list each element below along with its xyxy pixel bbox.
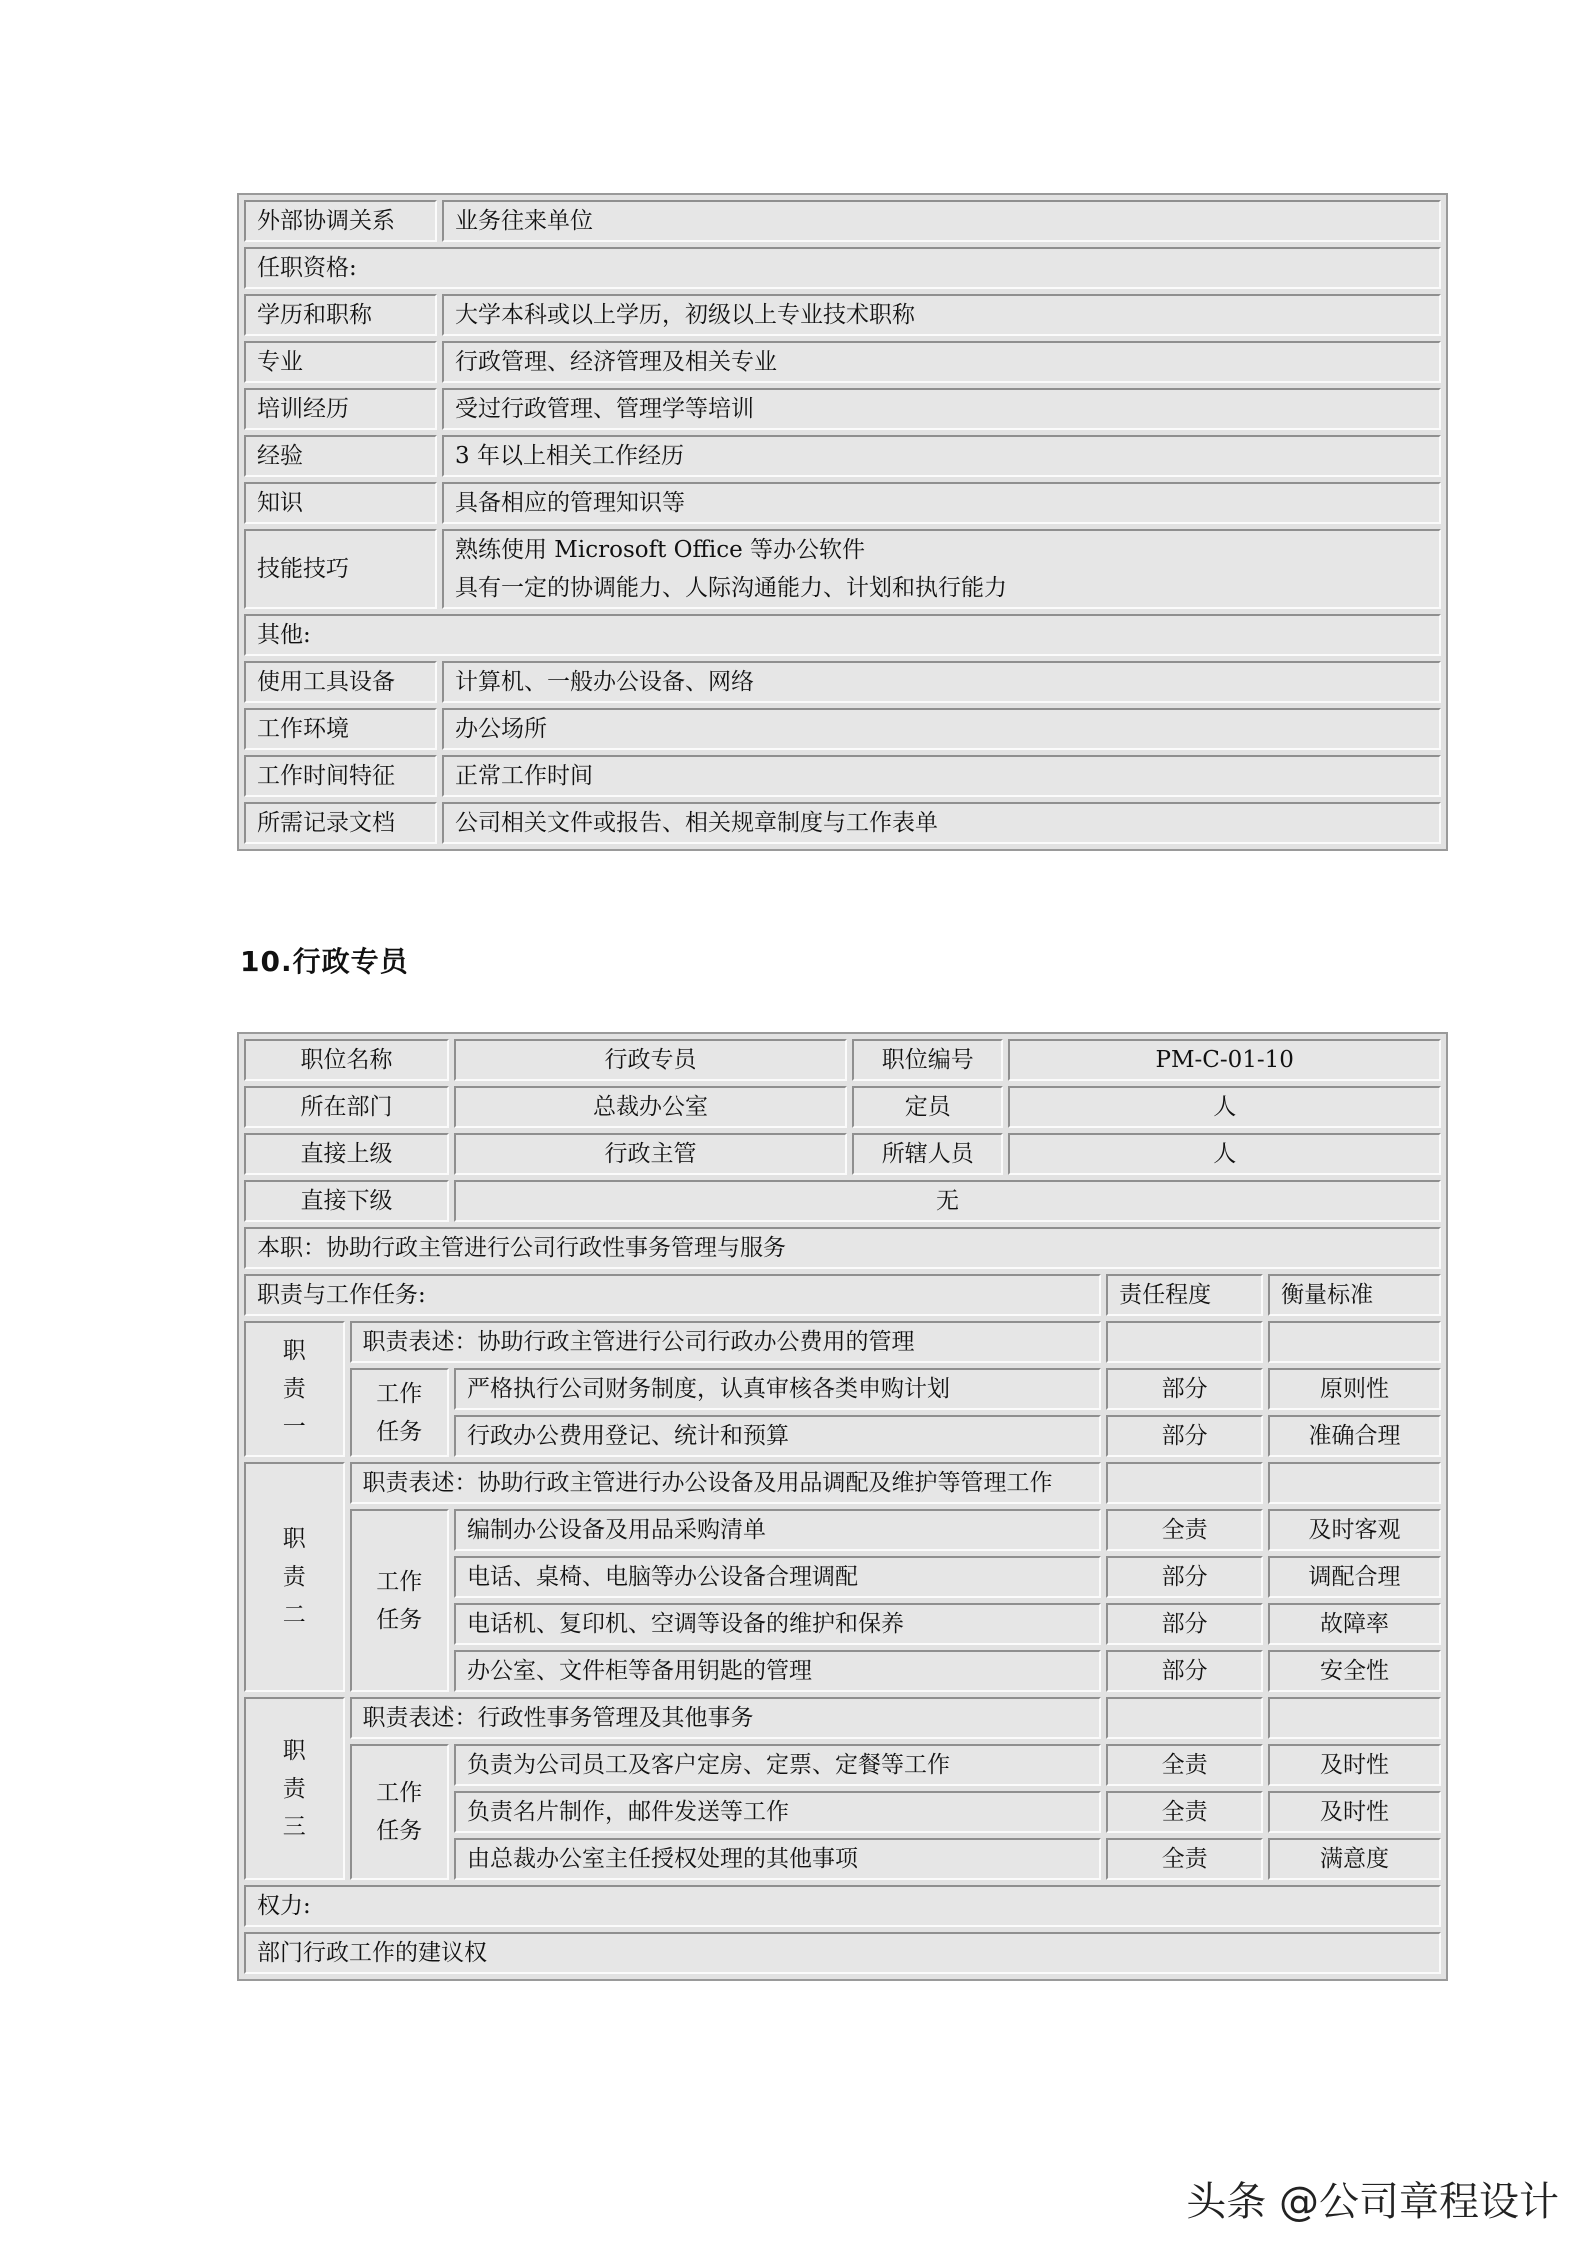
task-text: 电话、桌椅、电脑等办公设备合理调配	[454, 1556, 1101, 1598]
empty-cell	[1268, 1462, 1441, 1504]
duty-desc: 职责表述：协助行政主管进行办公设备及用品调配及维护等管理工作	[350, 1462, 1102, 1504]
task-text: 行政办公费用登记、统计和预算	[454, 1415, 1101, 1457]
task-resp: 全责	[1106, 1838, 1263, 1880]
cell-label: 专业	[244, 341, 437, 383]
table-row	[244, 1133, 1441, 1175]
task-resp: 全责	[1106, 1509, 1263, 1551]
table-row	[244, 294, 1441, 336]
empty-cell	[1268, 1321, 1441, 1363]
table-row	[244, 802, 1441, 844]
task-label	[350, 1368, 449, 1457]
superior-label: 直接上级	[244, 1133, 449, 1175]
cell-value: 业务往来单位	[442, 200, 1441, 242]
cell-label: 使用工具设备	[244, 661, 437, 703]
table-row	[244, 247, 1441, 289]
cell-value: 计算机、一般办公设备、网络	[442, 661, 1441, 703]
table-row	[244, 1932, 1441, 1974]
task-measure: 及时性	[1268, 1791, 1441, 1833]
table-row	[244, 1227, 1441, 1269]
quota-label: 定员	[852, 1086, 1003, 1128]
table-row	[244, 755, 1441, 797]
task-measure: 准确合理	[1268, 1415, 1441, 1457]
task-measure: 故障率	[1268, 1603, 1441, 1645]
task-measure: 调配合理	[1268, 1556, 1441, 1598]
task-label-line: 任务	[376, 1606, 423, 1633]
cell-label: 工作环境	[244, 708, 437, 750]
duty-summary: 本职：协助行政主管进行公司行政性事务管理与服务	[244, 1227, 1441, 1269]
duty-label	[244, 1697, 345, 1880]
task-text: 编制办公设备及用品采购清单	[454, 1509, 1101, 1551]
task-label	[350, 1509, 449, 1692]
table-row	[244, 1274, 1441, 1316]
cell-value: 行政管理、经济管理及相关专业	[442, 341, 1441, 383]
table-row	[244, 435, 1441, 477]
duty-char: 二	[282, 1602, 306, 1628]
skill-line: 熟练使用 Microsoft Office 等办公软件	[455, 537, 866, 563]
table-row	[244, 341, 1441, 383]
empty-cell	[1106, 1697, 1263, 1739]
duty-char: 职	[282, 1737, 306, 1764]
watermark: 头条 @公司章程设计	[1186, 2179, 1559, 2225]
table-row	[244, 614, 1441, 656]
job-description-table	[237, 1032, 1448, 1981]
table-row	[244, 388, 1441, 430]
table-row	[244, 482, 1441, 524]
duty-char: 责	[282, 1376, 306, 1402]
cell-label: 学历和职称	[244, 294, 437, 336]
task-text: 严格执行公司财务制度，认真审核各类申购计划	[454, 1368, 1101, 1410]
cell-label: 外部协调关系	[244, 200, 437, 242]
duty-char: 责	[282, 1564, 306, 1590]
table-row	[244, 1368, 1441, 1410]
power-header: 权力:	[244, 1885, 1441, 1927]
duty-char: 责	[282, 1775, 306, 1802]
table-row	[244, 1697, 1441, 1739]
position-name-value: 行政专员	[454, 1039, 847, 1081]
tasks-header: 职责与工作任务:	[244, 1274, 1101, 1316]
table-row	[244, 1509, 1441, 1551]
table-row	[244, 1086, 1441, 1128]
task-resp: 部分	[1106, 1415, 1263, 1457]
task-label-line: 工作	[376, 1780, 423, 1806]
table-row	[244, 1180, 1441, 1222]
task-resp: 部分	[1106, 1368, 1263, 1410]
section-heading: 10.行政专员	[240, 945, 409, 978]
task-text: 负责名片制作，邮件发送等工作	[454, 1791, 1101, 1833]
duty-label	[244, 1462, 345, 1692]
cell-label: 经验	[244, 435, 437, 477]
task-label-line: 工作	[376, 1568, 423, 1595]
empty-cell	[1106, 1462, 1263, 1504]
task-resp: 全责	[1106, 1744, 1263, 1786]
duty-char: 一	[282, 1414, 306, 1440]
subordinate-value: 无	[454, 1180, 1441, 1222]
task-resp: 部分	[1106, 1603, 1263, 1645]
cell-value: 大学本科或以上学历，初级以上专业技术职称	[442, 294, 1441, 336]
task-label	[350, 1744, 449, 1880]
cell-label: 工作时间特征	[244, 755, 437, 797]
section-header: 其他:	[244, 614, 1441, 656]
cell-value: 具备相应的管理知识等	[442, 482, 1441, 524]
table-row	[244, 529, 1441, 609]
staff-value: 人	[1008, 1133, 1441, 1175]
duty-desc: 职责表述：行政性事务管理及其他事务	[350, 1697, 1102, 1739]
table-row	[244, 661, 1441, 703]
cell-value: 正常工作时间	[442, 755, 1441, 797]
cell-label: 所需记录文档	[244, 802, 437, 844]
position-code-value: PM-C-01-10	[1008, 1039, 1441, 1081]
task-text: 电话机、复印机、空调等设备的维护和保养	[454, 1603, 1101, 1645]
task-text: 办公室、文件柜等备用钥匙的管理	[454, 1650, 1101, 1692]
duty-char: 职	[282, 1338, 306, 1364]
task-text: 负责为公司员工及客户定房、定票、定餐等工作	[454, 1744, 1101, 1786]
resp-header: 责任程度	[1106, 1274, 1263, 1316]
table-row	[244, 1462, 1441, 1504]
duty-char: 职	[282, 1526, 306, 1552]
cell-value: 受过行政管理、管理学等培训	[442, 388, 1441, 430]
table-row	[244, 708, 1441, 750]
table-row	[244, 1885, 1441, 1927]
task-measure: 原则性	[1268, 1368, 1441, 1410]
duty-desc: 职责表述：协助行政主管进行公司行政办公费用的管理	[350, 1321, 1102, 1363]
quota-value: 人	[1008, 1086, 1441, 1128]
cell-value: 3 年以上相关工作经历	[442, 435, 1441, 477]
task-label-line: 工作	[376, 1380, 423, 1407]
table-row	[244, 1744, 1441, 1786]
task-label-line: 任务	[376, 1418, 423, 1445]
cell-value: 公司相关文件或报告、相关规章制度与工作表单	[442, 802, 1441, 844]
section-header: 任职资格:	[244, 247, 1441, 289]
task-text: 由总裁办公室主任授权处理的其他事项	[454, 1838, 1101, 1880]
duty-label	[244, 1321, 345, 1457]
cell-value: 办公场所	[442, 708, 1441, 750]
task-resp: 全责	[1106, 1791, 1263, 1833]
measure-header: 衡量标准	[1268, 1274, 1441, 1316]
task-measure: 及时客观	[1268, 1509, 1441, 1551]
task-measure: 满意度	[1268, 1838, 1441, 1880]
staff-label: 所辖人员	[852, 1133, 1003, 1175]
task-label-line: 任务	[376, 1818, 423, 1844]
task-resp: 部分	[1106, 1650, 1263, 1692]
dept-value: 总裁办公室	[454, 1086, 847, 1128]
table-row	[244, 1039, 1441, 1081]
task-measure: 安全性	[1268, 1650, 1441, 1692]
position-code-label: 职位编号	[852, 1039, 1003, 1081]
subordinate-label: 直接下级	[244, 1180, 449, 1222]
table-row	[244, 1321, 1441, 1363]
empty-cell	[1106, 1321, 1263, 1363]
superior-value: 行政主管	[454, 1133, 847, 1175]
power-value: 部门行政工作的建议权	[244, 1932, 1441, 1974]
skill-line: 具有一定的协调能力、人际沟通能力、计划和执行能力	[455, 575, 1007, 601]
position-name-label: 职位名称	[244, 1039, 449, 1081]
task-resp: 部分	[1106, 1556, 1263, 1598]
cell-label: 技能技巧	[244, 529, 437, 609]
qualification-table	[237, 193, 1448, 851]
cell-value	[442, 529, 1441, 609]
empty-cell	[1268, 1697, 1441, 1739]
duty-char: 三	[282, 1813, 306, 1840]
table-row	[244, 200, 1441, 242]
dept-label: 所在部门	[244, 1086, 449, 1128]
task-measure: 及时性	[1268, 1744, 1441, 1786]
cell-label: 知识	[244, 482, 437, 524]
cell-label: 培训经历	[244, 388, 437, 430]
